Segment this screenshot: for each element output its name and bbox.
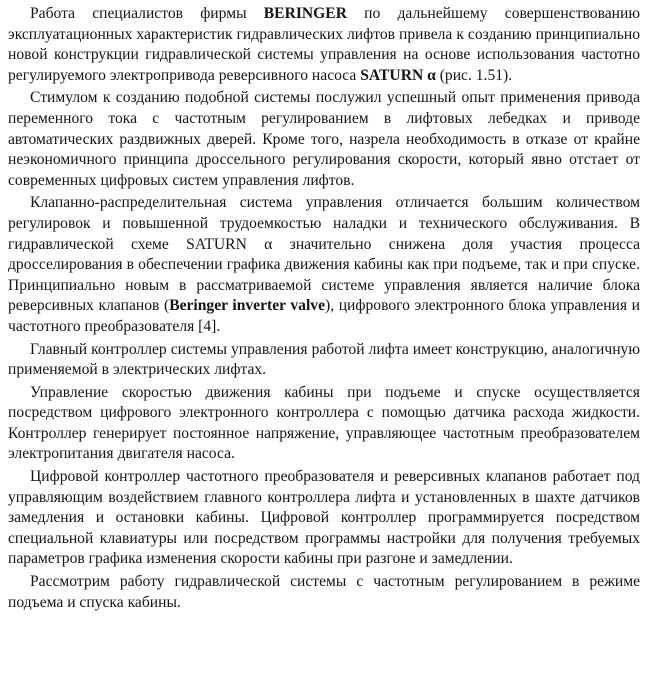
paragraph-3-text-2: ), цифрового электронного блока управления и частотного преобразователя [4].: [8, 297, 640, 335]
paragraph-5: Управление скоростью движения кабины при подъеме и спуске осуществляется посредством цифрового электронного контроллера с помощью датчика расхода жидкости. Контроллер генерирует постоянное напряжение, управляющее частотным преобразователем электропитания двигателя насоса.: [8, 383, 640, 463]
paragraph-6: Цифровой контроллер частотного преобразователя и реверсивных клапанов работает под управляющим воздействием главного контроллера лифта и установленных в шахте датчиков замедления и остановки кабины. Цифровой контроллер программируется посредством специальной клавиатуры или посредством программы настройки для получения требуемых параметров графика изменения скорости кабины при разгоне и замедлении.: [8, 468, 640, 568]
brand-beringer: BERINGER: [263, 5, 347, 22]
paragraph-1-text-3: (рис. 1.51).: [435, 66, 513, 84]
inverter-valve-term: Beringer inverter valve: [169, 297, 326, 315]
paragraph-1-text-2: по дальнейшему совершенствованию эксплуатационных характеристик гидравлических лифтов привела к созданию принципиально новой конструкции гидравлической системы управления на основе использования частотно регулируемого электропривода реверсивного насоса: [8, 5, 640, 84]
paragraph-4: Главный контроллер системы управления работой лифта имеет конструкцию, аналогичную применяемой в электрических лифтах.: [8, 340, 640, 379]
paragraph-1: [8, 4, 640, 86]
paragraph-3-text-1: Клапанно-распределительная система управления отличается большим количеством регулировок и повышенной трудоемкостью наладки и технического обслуживания. В гидравлической схеме SATURN α значительно снижена доля участия процесса дросселирования в обеспечении графика движения кабины как при подъеме, так и при спуске. Принципиально новым в рассматриваемой системе управления является наличие блока реверсивных клапанов (: [8, 194, 640, 315]
paragraph-2: Стимулом к созданию подобной системы послужил успешный опыт применения привода переменного тока с частотным регулированием в лифтовых лебедках и приводе автоматических раздвижных дверей. Кроме того, назрела необходимость в отказе от крайне неэкономичного принципа дроссельного регулирования скорости, который явно отстает от современных цифровых систем управления лифтов.: [8, 89, 640, 189]
paragraph-7: Рассмотрим работу гидравлической системы с частотным регулированием в режиме подъема и спуска кабины.: [8, 573, 640, 611]
paragraph-3: [8, 193, 640, 337]
system-name-saturn: SATURN α: [360, 66, 436, 84]
paragraph-1-text-1: Работа специалистов фирмы: [30, 5, 264, 22]
